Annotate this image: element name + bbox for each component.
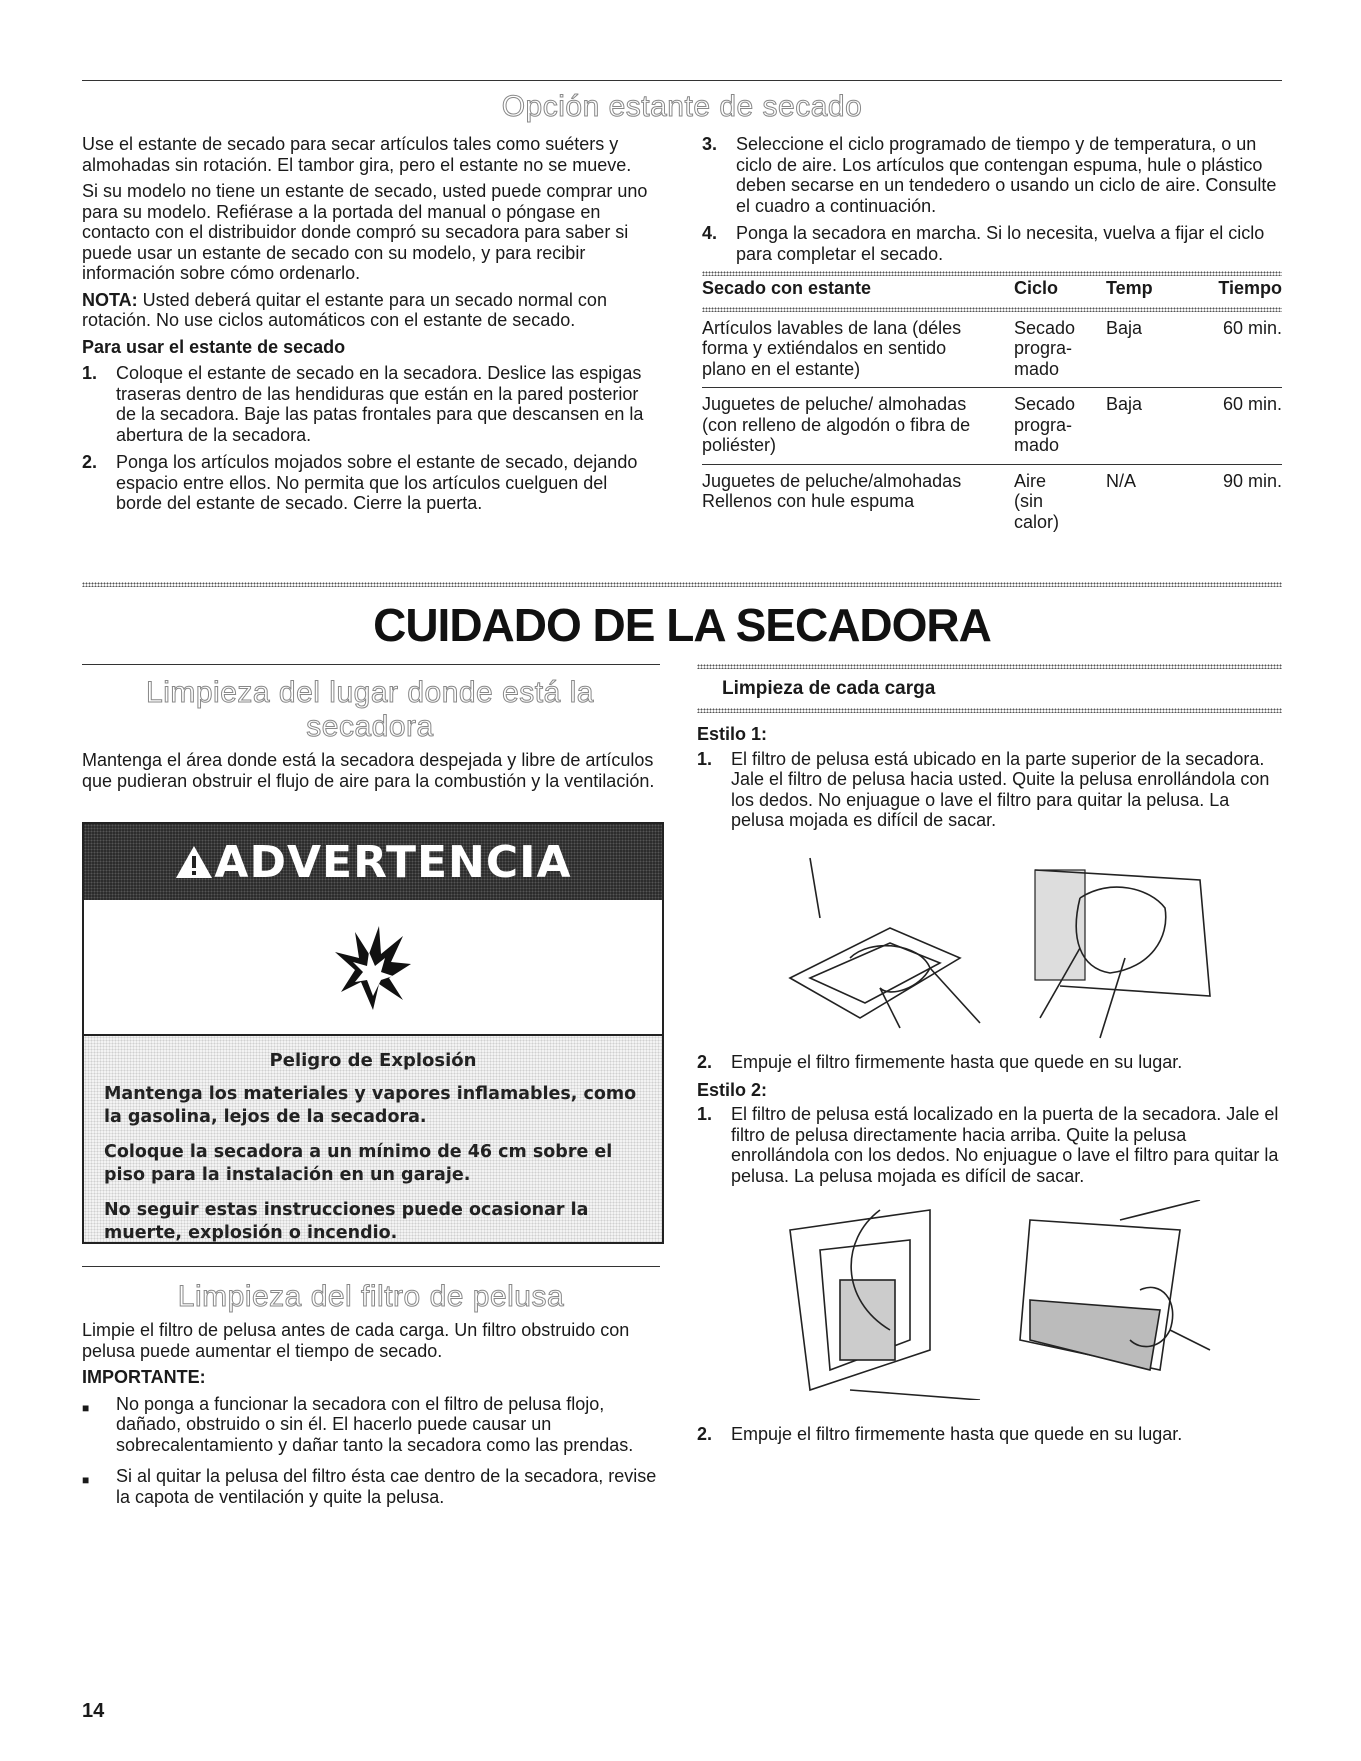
table-header: Tiempo bbox=[1218, 278, 1282, 298]
lint-rule bbox=[82, 1266, 660, 1267]
list-item: ■ Si al quitar la pelusa del filtro ésta cae dentro de la secadora, revise la capota de ventilación y quite la pelusa. bbox=[82, 1466, 657, 1507]
list-item: 1. El filtro de pelusa está localizado en la puerta de la secadora. Jale el filtro de pelusa directamente hacia arriba. Quite la pelusa enrollándola con los dedos. No enjuague o lave el filtro para quitar la pelusa. La pelusa mojada es difícil de sacar. bbox=[697, 1104, 1279, 1186]
lint-section bbox=[82, 1320, 657, 1514]
list-item: 4. Ponga la secadora en marcha. Si lo necesita, vuelva a fijar el ciclo para completar el secado. bbox=[702, 223, 1265, 264]
warning-line: Coloque la secadora a un mínimo de 46 cm sobre el piso para la instalación en un garaje. bbox=[104, 1142, 613, 1185]
bullet-icon: ■ bbox=[82, 1473, 90, 1487]
table-row: Juguetes de peluche/ almohadas (con relleno de algodón o fibra de poliéster) Secado progra-mado Baja 60 min. bbox=[702, 388, 1282, 465]
list-item: 2. Ponga los artículos mojados sobre el estante de secado, dejando espacio entre ellos. No permita que los artículos cuelguen del borde del estante de secado. Cierre la puerta. bbox=[82, 452, 638, 513]
location-rule bbox=[82, 664, 660, 665]
lint-filter-top-illustration bbox=[780, 848, 1220, 1048]
rack-drying-table bbox=[702, 276, 1282, 540]
hazard-title: Peligro de Explosión bbox=[269, 1050, 477, 1071]
list-item: 2. Empuje el filtro firmemente hasta que quede en su lugar. bbox=[697, 1052, 1183, 1072]
rack-steps-right bbox=[702, 134, 1282, 264]
top-rule bbox=[82, 80, 1282, 81]
warning-text-area bbox=[84, 1036, 662, 1242]
style1-step2 bbox=[697, 1052, 1282, 1073]
location-heading: Limpieza del lugar donde está la secadora bbox=[146, 676, 594, 743]
explosion-icon bbox=[333, 922, 413, 1012]
list-item: 3. Seleccione el ciclo programado de tiempo y de temperatura, o un ciclo de aire. Los artículos que contengan espuma, hule o plástico deben secarse en un tendedero o usando un ciclo de aire. Consulte el cuadro a continuación. bbox=[702, 134, 1277, 216]
lint-intro: Limpie el filtro de pelusa antes de cada carga. Un filtro obstruido con pelusa puede aumentar el tiempo de secado. bbox=[82, 1320, 630, 1361]
table-row: Artículos lavables de lana (déles forma y extiéndalos en sentido plano en el estante) Secado progra-mado Baja 60 min. bbox=[702, 317, 1282, 379]
explosion-symbol-area bbox=[84, 900, 662, 1036]
style2-label: Estilo 2: bbox=[697, 1079, 768, 1100]
table-header: Temp bbox=[1106, 278, 1153, 298]
list-item: 1. El filtro de pelusa está ubicado en la parte superior de la secadora. Jale el filtro de pelusa hacia usted. Quite la pelusa enrollándola con los dedos. No enjuague o lave el filtro para quitar la pelusa. La pelusa mojada es difícil de sacar. bbox=[697, 748, 1270, 830]
note-label: NOTA: bbox=[82, 289, 138, 310]
style2-step bbox=[697, 1104, 1282, 1186]
list-item: ■ No ponga a funcionar la secadora con el filtro de pelusa flojo, dañado, obstruido o sin él. El hacerlo puede causar un sobrecalentamiento y dañar tanto la secadora como las prendas. bbox=[82, 1393, 634, 1455]
each-load-top-rule bbox=[697, 664, 1282, 669]
table-top-rule bbox=[702, 271, 1282, 276]
main-title: CUIDADO DE LA SECADORA bbox=[373, 599, 991, 651]
rack-section-heading: Opción estante de secado bbox=[501, 90, 863, 123]
rack-right-column bbox=[702, 134, 1282, 540]
style2-step2 bbox=[697, 1424, 1282, 1445]
rack-intro: Use el estante de secado para secar artículos tales como suéters y almohadas sin rotación. El tambor gira, pero el estante no se mueve. bbox=[82, 134, 632, 175]
table-header: Secado con estante bbox=[702, 278, 872, 298]
warning-box bbox=[82, 822, 664, 1244]
style1-step bbox=[697, 749, 1282, 831]
note-text: Usted deberá quitar el estante para un secado normal con rotación. No use ciclos automáticos con el estante de secado. bbox=[82, 289, 607, 330]
table-header-rule bbox=[702, 307, 1282, 312]
location-text: Mantenga el área donde está la secadora despejada y libre de artículos que pudieran obstruir el flujo de aire para la combustión y la ventilación. bbox=[82, 750, 655, 791]
bullet-icon: ■ bbox=[82, 1400, 90, 1415]
rack-model-info: Si su modelo no tiene un estante de secado, usted puede comprar uno para su modelo. Refiérase a la portada del manual o póngase en contacto con el distribuidor donde compró su secadora para saber si puede usar un estante de secado con su modelo, y para recibir información sobre cómo ordenarlo. bbox=[82, 181, 648, 283]
rack-steps-left bbox=[82, 363, 657, 514]
rack-note bbox=[82, 290, 657, 331]
table-header: Ciclo bbox=[1014, 278, 1059, 298]
each-load-heading: Limpieza de cada carga bbox=[722, 678, 936, 699]
lint-filter-door-illustration bbox=[780, 1200, 1220, 1400]
list-item: 2. Empuje el filtro firmemente hasta que quede en su lugar. bbox=[697, 1424, 1183, 1444]
style1-block bbox=[697, 724, 1282, 838]
style2-step2-block bbox=[697, 1424, 1282, 1452]
style1-label: Estilo 1: bbox=[697, 724, 768, 744]
style1-step2-block bbox=[697, 1052, 1282, 1193]
rack-subhead: Para usar el estante de secado bbox=[82, 336, 346, 357]
lint-heading: Limpieza del filtro de pelusa bbox=[177, 1280, 565, 1313]
lint-bullets bbox=[82, 1394, 657, 1508]
section-divider bbox=[82, 582, 1282, 587]
page-number: 14 bbox=[82, 1700, 105, 1722]
warning-line: No seguir estas instrucciones puede ocasionar la muerte, explosión o incendio. bbox=[104, 1200, 589, 1243]
rack-left-column bbox=[82, 134, 657, 521]
warning-banner bbox=[84, 824, 662, 900]
warning-line: Mantenga los materiales y vapores inflamables, como la gasolina, lejos de la secadora. bbox=[104, 1084, 637, 1127]
important-label: IMPORTANTE: bbox=[82, 1367, 206, 1387]
each-load-bottom-rule bbox=[697, 708, 1282, 713]
table-row: Juguetes de peluche/almohadas Rellenos con hule espuma Aire (sin calor) N/A 90 min. bbox=[702, 464, 1282, 540]
warning-triangle-icon bbox=[174, 844, 214, 880]
warning-title: ADVERTENCIA bbox=[214, 836, 572, 888]
list-item: 1. Coloque el estante de secado en la secadora. Deslice las espigas traseras dentro de las hendiduras que están en la pared posterior de la secadora. Baje las patas frontales para que descansen en la abertura de la secadora. bbox=[82, 363, 644, 445]
